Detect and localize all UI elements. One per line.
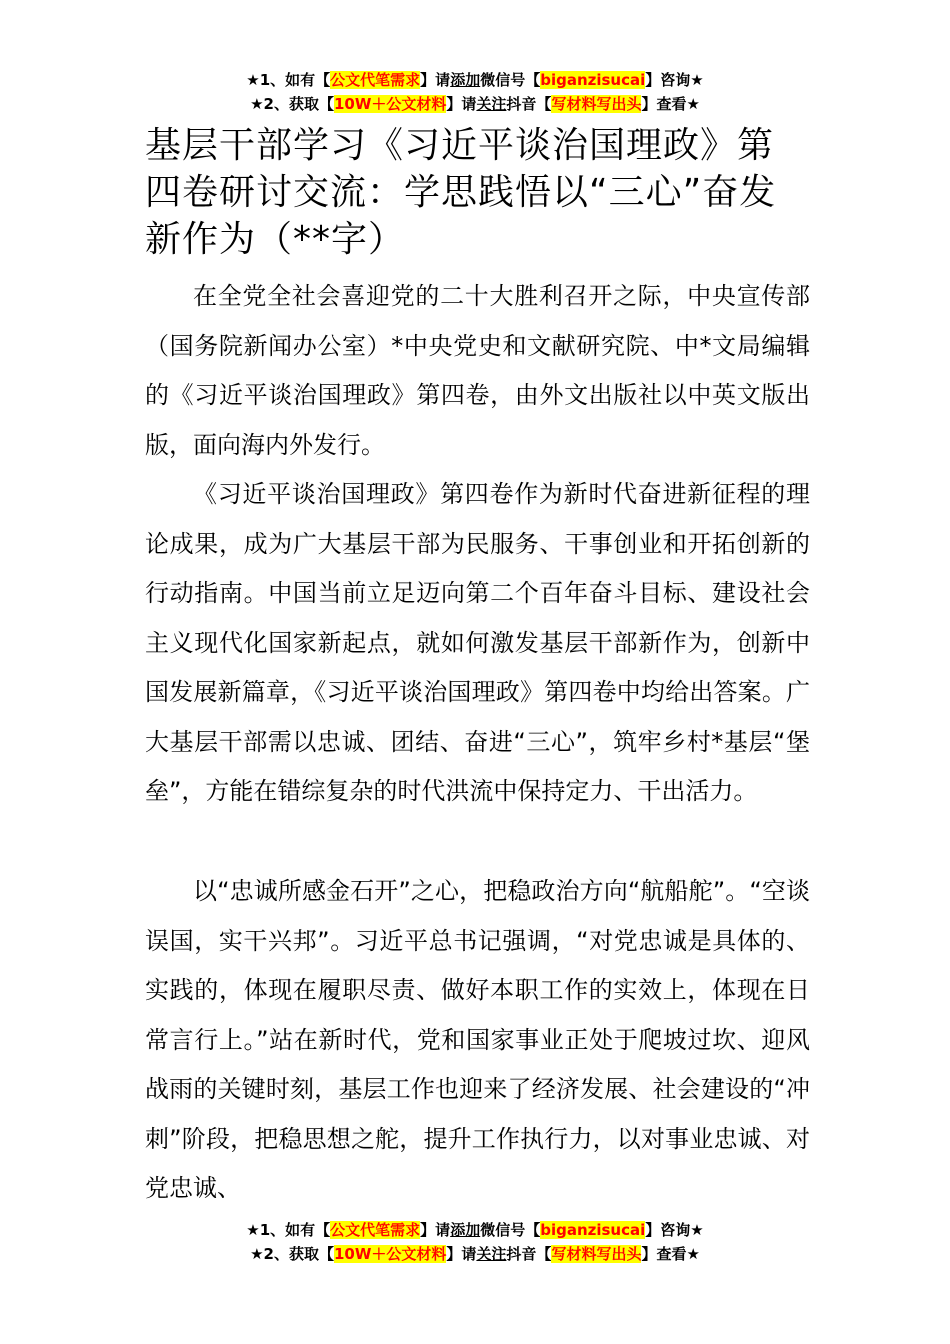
promo-line-1 <box>0 1218 950 1242</box>
paragraph: 以“忠诚所感金石开”之心，把稳政治方向“航船舵”。“空谈误国，实干兴邦”。习近平总书记强调，“对党忠诚是具体的、实践的，体现在履职尽责、做好本职工作的实效上，体现在日常言行上。”站在新时代，党和国家事业正处于爬坡过坎、迎风战雨的关键时刻，基层工作也迎来了经济发展、社会建设的“冲刺”阶段，把稳思想之舵，提升工作执行力，以对事业忠诚、对党忠诚、 <box>145 877 810 1202</box>
footer-promo-banner <box>0 1218 950 1266</box>
promo-highlight: 10W＋公文材料 <box>333 95 447 113</box>
promo-text: 】请 <box>446 95 477 113</box>
paragraph: 在全党全社会喜迎党的二十大胜利召开之际，中央宣传部（国务院新闻办公室）*中央党史和文献研究院、中*文局编辑的《习近平谈治国理政》第四卷，由外文出版社以中英文版出版，面向海内外发行。 <box>145 282 810 459</box>
promo-emphasis: 关注 <box>476 1245 507 1263</box>
promo-line-2 <box>0 1242 950 1266</box>
promo-text: 】咨询★ <box>645 1221 704 1239</box>
paragraph: 《习近平谈治国理政》第四卷作为新时代奋进新征程的理论成果，成为广大基层干部为民服务、干事创业和开拓创新的行动指南。中国当前立足迈向第二个百年奋斗目标、建设社会主义现代化国家新起点，就如何激发基层干部新作为，创新中国发展新篇章，《习近平谈治国理政》第四卷中均给出答案。广大基层干部需以忠诚、团结、奋进“三心”，筑牢乡村*基层“堡垒”，方能在错综复杂的时代洪流中保持定力、干出活力。 <box>145 480 810 805</box>
promo-text: 抖音【 <box>506 1245 552 1263</box>
document-body <box>145 272 810 1217</box>
promo-text: 】查看★ <box>641 1245 700 1263</box>
promo-highlight: 公文代笔需求 <box>330 1221 421 1239</box>
promo-text: 】请 <box>420 71 451 89</box>
promo-text: 微信号【 <box>480 1221 541 1239</box>
promo-text: ★2、获取【 <box>250 95 334 113</box>
promo-highlight: 公文代笔需求 <box>330 71 421 89</box>
promo-emphasis: 添加 <box>450 1221 481 1239</box>
promo-text: 微信号【 <box>480 71 541 89</box>
promo-wechat-id: biganzisucai <box>540 71 646 89</box>
header-promo-banner <box>0 68 950 116</box>
promo-text: 抖音【 <box>506 95 552 113</box>
promo-text: ★1、如有【 <box>246 71 331 89</box>
promo-wechat-id: biganzisucai <box>540 1221 646 1239</box>
promo-emphasis: 关注 <box>476 95 507 113</box>
promo-text: ★1、如有【 <box>246 1221 331 1239</box>
document-title: 基层干部学习《习近平谈治国理政》第四卷研讨交流：学思践悟以“三心”奋发新作为（**字） <box>145 125 777 260</box>
promo-line-2 <box>0 92 950 116</box>
promo-text: 】咨询★ <box>645 71 704 89</box>
promo-text: 】请 <box>420 1221 451 1239</box>
promo-line-1 <box>0 68 950 92</box>
promo-emphasis: 添加 <box>450 71 481 89</box>
promo-highlight: 10W＋公文材料 <box>333 1245 447 1263</box>
promo-douyin-id: 写材料写出头 <box>551 1245 642 1263</box>
promo-text: ★2、获取【 <box>250 1245 334 1263</box>
promo-text: 】请 <box>446 1245 477 1263</box>
promo-text: 】查看★ <box>641 95 700 113</box>
promo-douyin-id: 写材料写出头 <box>551 95 642 113</box>
